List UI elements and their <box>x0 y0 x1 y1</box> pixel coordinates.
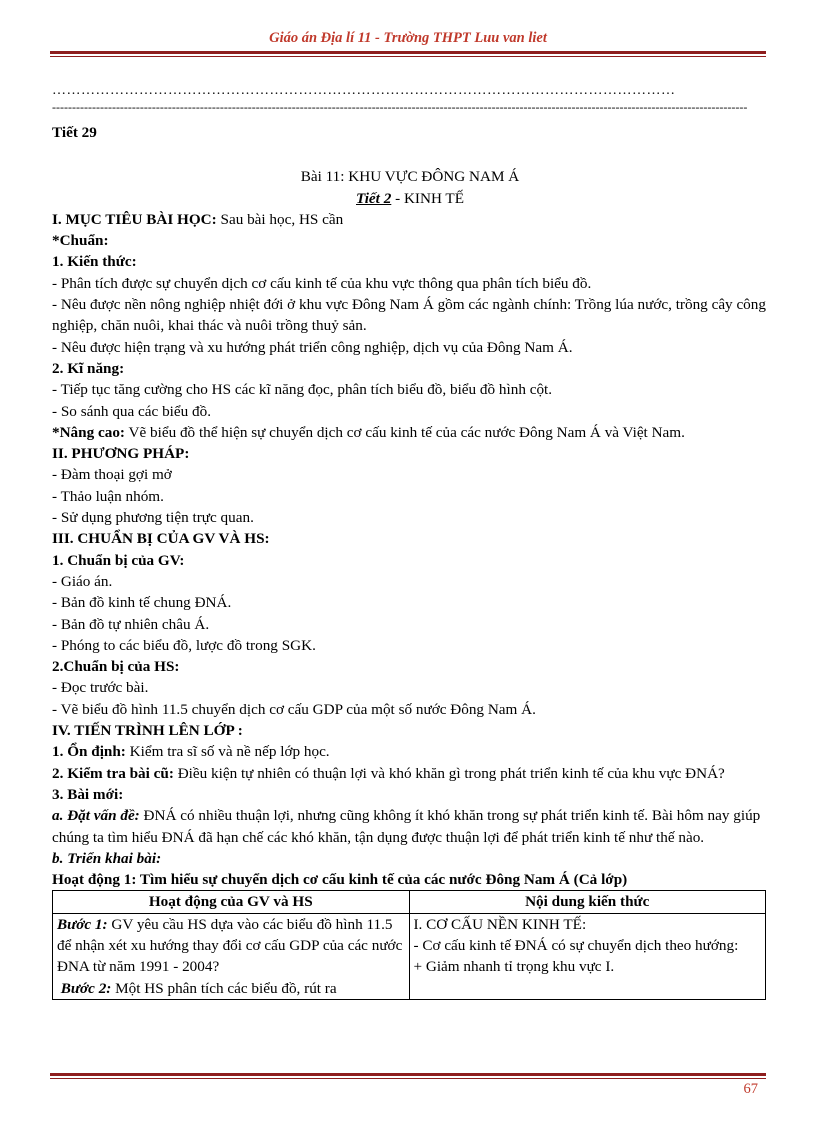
advanced-paragraph <box>52 422 768 443</box>
lesson-period: Tiết 29 <box>52 124 97 141</box>
student-prep-line: - Đọc trước bài. <box>52 679 149 697</box>
step-2-text: Một HS phân tích các biểu đồ, rút ra <box>111 979 337 997</box>
review-paragraph <box>52 763 768 784</box>
knowledge-line: - Nêu được nền nông nghiệp nhiệt đới ở khu vực Đông Nam Á gồm các ngành chính: Trồng lúa nước, trồng cây công nghiệp, chăn nuôi, khai thác và nuôi trồng thuỷ sản. <box>52 296 766 335</box>
knowledge-line: - Nêu được hiện trạng và xu hướng phát triển công nghiệp, dịch vụ của Đông Nam Á. <box>52 338 573 356</box>
step-1-text: GV yêu cầu HS dựa vào các biểu đồ hình 11.5 để nhận xét xu hướng thay đổi cơ cấu GDP của các nước ĐNA từ năm 1991 - 2004? <box>57 915 403 976</box>
content-heading: I. CƠ CẤU NỀN KINH TẾ: <box>413 915 587 933</box>
step-2-label: Bước 2: <box>60 979 112 997</box>
dotted-line: ………………………………………………………………………………………………………………… <box>52 83 676 98</box>
step-2 <box>57 978 405 999</box>
knowledge-line: - Phân tích được sự chuyển dịch cơ cấu kinh tế của khu vực thông qua phân tích biểu đồ. <box>52 274 592 292</box>
stabilize-paragraph <box>52 741 768 762</box>
activity-1-heading: Hoạt động 1: Tìm hiểu sự chuyển dịch cơ cấu kinh tế của các nước Đông Nam Á (Cả lớp) <box>52 871 628 889</box>
intro-text: ĐNÁ có nhiều thuận lợi, nhưng cũng không ít khó khăn trong sự phát triển kinh tế. Bài hôm nay giúp chúng ta tìm hiểu ĐNÁ đã hạn chế các khó khăn, tận dụng được thuận lợi để phát triển kinh tế như thế nào. <box>52 807 761 846</box>
step-1 <box>57 914 405 978</box>
table-header-row <box>53 891 766 913</box>
table-cell-activities <box>53 913 410 999</box>
page-header-title: Giáo án Địa lí 11 - Trường THPT Luu van liet <box>269 30 547 46</box>
methods-line: - Đàm thoại gợi mở <box>52 466 172 484</box>
footer-rule <box>50 1073 766 1079</box>
new-lesson-heading: 3. Bài mới: <box>52 785 124 803</box>
table-row <box>53 913 766 999</box>
methods-line: - Sử dụng phương tiện trực quan. <box>52 509 254 527</box>
procedure-heading: IV. TIẾN TRÌNH LÊN LỚP : <box>52 722 243 740</box>
deploy-heading: b. Triển khai bài: <box>52 849 162 867</box>
review-text: Điều kiện tự nhiên có thuận lợi và khó khăn gì trong phát triển kinh tế của khu vực ĐNÁ? <box>173 764 725 782</box>
intro-label: a. Đặt vấn đề: <box>52 807 140 825</box>
standard-label: *Chuẩn: <box>52 232 109 250</box>
section-objectives <box>52 209 768 230</box>
step-1-label: Bước 1: <box>57 915 108 933</box>
intro-paragraph <box>52 805 768 848</box>
section-text: Sau bài học, HS cần <box>216 210 344 228</box>
advanced-text: Vẽ biểu đồ thể hiện sự chuyển dịch cơ cấu kinh tế của các nước Đông Nam Á và Việt Nam. <box>124 423 685 441</box>
teacher-prep-heading: 1. Chuẩn bị của GV: <box>52 551 185 569</box>
table-header-cell: Hoạt động của GV và HS <box>53 891 410 913</box>
skills-line: - Tiếp tục tăng cường cho HS các kĩ năng đọc, phân tích biểu đồ, biểu đồ hình cột. <box>52 381 553 399</box>
content-line: + Giảm nhanh tỉ trọng khu vực I. <box>413 958 615 976</box>
table-cell-content <box>409 913 766 999</box>
teacher-prep-line: - Bản đồ kinh tế chung ĐNÁ. <box>52 594 232 612</box>
knowledge-heading: 1. Kiến thức: <box>52 253 137 271</box>
review-label: 2. Kiểm tra bài cũ: <box>52 764 174 782</box>
methods-line: - Thảo luận nhóm. <box>52 487 164 505</box>
teacher-prep-line: - Bản đồ tự nhiên châu Á. <box>52 615 210 633</box>
preparation-heading: III. CHUẨN BỊ CỦA GV VÀ HS: <box>52 530 270 548</box>
activity-table <box>52 890 766 999</box>
skills-line: - So sánh qua các biểu đồ. <box>52 402 212 420</box>
lesson-title: Bài 11: KHU VỰC ĐÔNG NAM Á <box>300 168 520 186</box>
teacher-prep-line: - Giáo án. <box>52 572 113 590</box>
student-prep-line: - Vẽ biểu đồ hình 11.5 chuyển dịch cơ cấu GDP của một số nước Đông Nam Á. <box>52 700 536 718</box>
header-rule <box>50 51 766 57</box>
subtitle-part: Tiết 2 <box>356 189 392 207</box>
student-prep-heading: 2.Chuẩn bị của HS: <box>52 658 180 676</box>
page-number: 67 <box>743 1081 758 1097</box>
document-body <box>52 122 768 1000</box>
methods-heading: II. PHƯƠNG PHÁP: <box>52 445 190 463</box>
stabilize-label: 1. Ổn định: <box>52 743 126 761</box>
subtitle-rest: - KINH TẾ <box>391 189 464 207</box>
stabilize-text: Kiểm tra sĩ số và nề nếp lớp học. <box>125 743 330 761</box>
content-line: - Cơ cấu kinh tế ĐNÁ có sự chuyển dịch theo hướng: <box>413 936 739 954</box>
table-header-cell: Nội dung kiến thức <box>409 891 766 913</box>
dashed-line: ------------------------------------------------------------------------------------------------------------------------------------------------------------------------------ <box>52 100 748 114</box>
teacher-prep-line: - Phóng to các biểu đồ, lược đồ trong SGK. <box>52 636 316 654</box>
advanced-label: *Nâng cao: <box>52 423 125 441</box>
skills-heading: 2. Kĩ năng: <box>52 359 125 377</box>
section-heading: I. MỤC TIÊU BÀI HỌC: <box>52 210 217 228</box>
lesson-subtitle <box>52 188 768 209</box>
